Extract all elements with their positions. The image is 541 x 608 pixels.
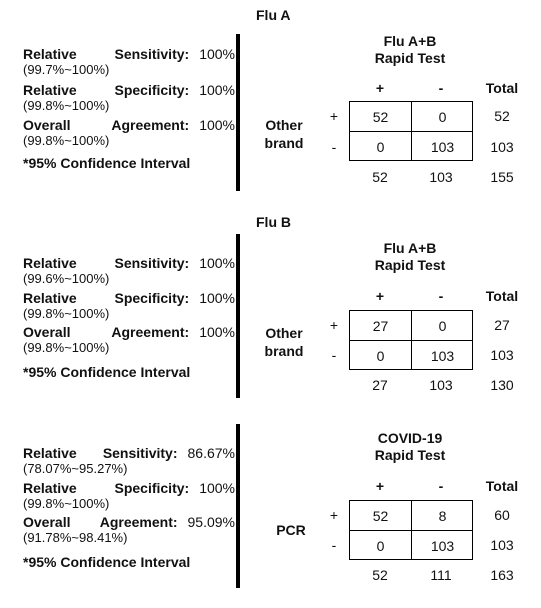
col-header-negative: - bbox=[438, 478, 444, 494]
table-cell: 103 bbox=[430, 138, 455, 155]
comparator-label: Other brand bbox=[264, 325, 304, 359]
row-header-negative: - bbox=[331, 537, 337, 553]
comparator-label: PCR bbox=[276, 522, 306, 538]
section-title: Flu A bbox=[256, 7, 291, 23]
confidence-interval-note: *95% Confidence Interval bbox=[23, 554, 191, 570]
overall-agreement: Overall Agreement: 100% (99.8%~100%) bbox=[23, 117, 235, 148]
contingency-table bbox=[349, 101, 473, 161]
row-total: 103 bbox=[490, 139, 514, 155]
row-header-negative: - bbox=[331, 139, 337, 155]
overall-agreement: Overall Agreement: 95.09% (91.78%~98.41%) bbox=[23, 514, 235, 545]
grand-total: 155 bbox=[490, 169, 514, 185]
contingency-table bbox=[349, 500, 473, 560]
divider-bar bbox=[236, 34, 240, 191]
row-total: 103 bbox=[490, 347, 514, 363]
table-cell: 0 bbox=[438, 108, 447, 125]
row-total: 103 bbox=[490, 537, 514, 553]
col-header-negative: - bbox=[438, 288, 444, 304]
relative-specificity: Relative Specificity: 100% (99.8%~100%) bbox=[23, 480, 235, 511]
row-header-positive: + bbox=[329, 507, 339, 523]
table-cell: 27 bbox=[372, 317, 389, 334]
col-header-total: Total bbox=[485, 80, 519, 96]
row-header-negative: - bbox=[331, 347, 337, 363]
relative-specificity: Relative Specificity: 100% (99.8%~100%) bbox=[23, 82, 235, 113]
comparator-label: Other brand bbox=[264, 117, 304, 151]
relative-sensitivity: Relative Sensitivity: 100% (99.6%~100%) bbox=[23, 255, 235, 286]
row-total: 60 bbox=[494, 507, 510, 523]
table-cell: 52 bbox=[372, 108, 389, 125]
test-name: COVID-19 Rapid Test bbox=[374, 430, 446, 463]
col-total: 27 bbox=[372, 377, 388, 393]
col-total: 52 bbox=[372, 567, 388, 583]
divider-bar bbox=[236, 424, 240, 588]
test-name: Flu A+B Rapid Test bbox=[374, 33, 446, 66]
confidence-interval-note: *95% Confidence Interval bbox=[23, 364, 191, 380]
relative-specificity: Relative Specificity: 100% (99.8%~100%) bbox=[23, 290, 235, 321]
row-total: 52 bbox=[494, 108, 510, 124]
row-total: 27 bbox=[494, 317, 510, 333]
table-cell: 103 bbox=[430, 537, 455, 554]
col-total: 103 bbox=[429, 377, 453, 393]
contingency-table bbox=[349, 310, 473, 370]
grand-total: 163 bbox=[490, 567, 514, 583]
section-title: Flu B bbox=[256, 214, 291, 230]
col-total: 52 bbox=[372, 169, 388, 185]
overall-agreement: Overall Agreement: 100% (99.8%~100%) bbox=[23, 324, 235, 355]
table-cell: 103 bbox=[430, 347, 455, 364]
col-total: 103 bbox=[429, 169, 453, 185]
col-total: 111 bbox=[430, 567, 452, 583]
col-header-positive: + bbox=[375, 478, 385, 494]
table-cell: 0 bbox=[376, 347, 385, 364]
table-cell: 0 bbox=[438, 317, 447, 334]
row-header-positive: + bbox=[329, 317, 339, 333]
col-header-positive: + bbox=[375, 288, 385, 304]
divider-bar bbox=[236, 234, 240, 398]
confidence-interval-note: *95% Confidence Interval bbox=[23, 155, 191, 171]
table-cell: 8 bbox=[438, 507, 447, 524]
relative-sensitivity: Relative Sensitivity: 86.67% (78.07%~95.27%) bbox=[23, 445, 235, 476]
test-name: Flu A+B Rapid Test bbox=[374, 240, 446, 273]
grand-total: 130 bbox=[490, 377, 514, 393]
col-header-total: Total bbox=[485, 288, 519, 304]
relative-sensitivity: Relative Sensitivity: 100% (99.7%~100%) bbox=[23, 46, 235, 77]
col-header-total: Total bbox=[485, 478, 519, 494]
table-cell: 0 bbox=[376, 537, 385, 554]
row-header-positive: + bbox=[329, 108, 339, 124]
table-cell: 52 bbox=[372, 507, 389, 524]
table-cell: 0 bbox=[376, 138, 385, 155]
col-header-positive: + bbox=[375, 80, 385, 96]
col-header-negative: - bbox=[438, 80, 444, 96]
